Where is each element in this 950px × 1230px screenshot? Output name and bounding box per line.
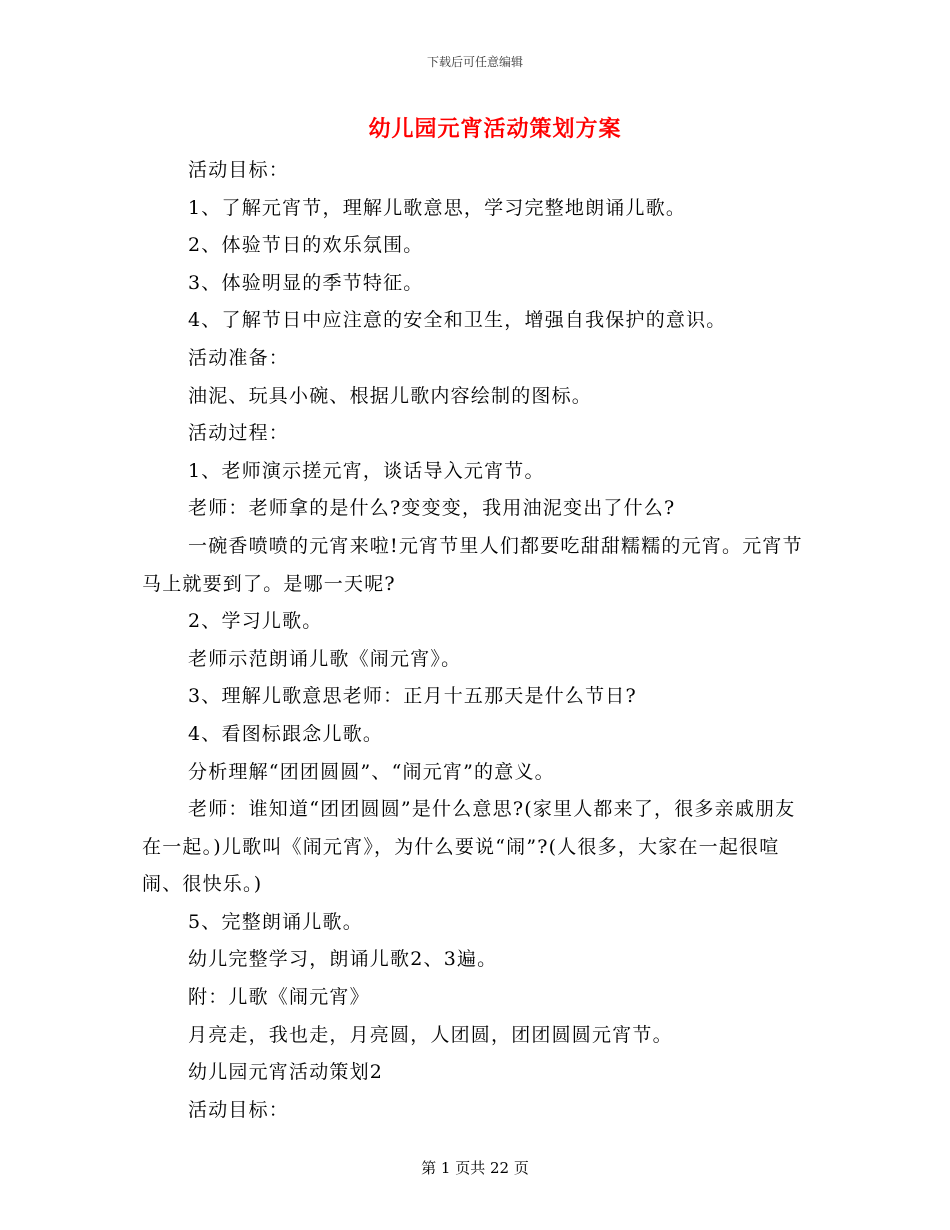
paragraph: 活动准备： bbox=[188, 346, 290, 369]
document-body bbox=[142, 152, 810, 1129]
header-note: 下载后可任意编辑 bbox=[426, 55, 523, 69]
paragraph: 月亮走，我也走，月亮圆，人团圆，团团圆圆元宵节。 bbox=[188, 1023, 673, 1046]
paragraph: 老师示范朗诵儿歌《闹元宵》。 bbox=[188, 647, 462, 670]
paragraph: 油泥、玩具小碗、根据儿歌内容绘制的图标。 bbox=[188, 384, 593, 407]
paragraph: 幼儿完整学习，朗诵儿歌2、3遍。 bbox=[188, 948, 498, 971]
paragraph: 1、了解元宵节，理解儿歌意思，学习完整地朗诵儿歌。 bbox=[188, 196, 687, 219]
paragraph: 活动过程： bbox=[188, 422, 290, 445]
paragraph: 幼儿园元宵活动策划2 bbox=[188, 1061, 384, 1084]
paragraph: 老师：谁知道“团团圆圆”是什么意思?(家里人都来了，很多亲戚朋友在一起。)儿歌叫《闹元宵》，为什么要说“闹”?(人很多，大家在一起很喧闹、很快乐。) bbox=[142, 798, 796, 896]
paragraph: 活动目标： bbox=[188, 1098, 290, 1121]
paragraph: 3、体验明显的季节特征。 bbox=[188, 271, 424, 294]
paragraph: 1、老师演示搓元宵，谈话导入元宵节。 bbox=[188, 459, 545, 482]
paragraph: 2、学习儿歌。 bbox=[188, 610, 323, 633]
paragraph: 5、完整朗诵儿歌。 bbox=[188, 910, 363, 933]
paragraph: 老师：老师拿的是什么?变变变，我用油泥变出了什么? bbox=[188, 497, 676, 520]
document-title: 幼儿园元宵活动策划方案 bbox=[368, 116, 622, 142]
paragraph: 活动目标： bbox=[188, 159, 290, 181]
paragraph: 分析理解“团团圆圆”、“闹元宵”的意义。 bbox=[188, 760, 555, 783]
paragraph: 4、了解节日中应注意的安全和卫生，增强自我保护的意识。 bbox=[188, 309, 727, 332]
paragraph: 4、看图标跟念儿歌。 bbox=[188, 722, 384, 745]
page-number: 第 1 页共 22 页 bbox=[421, 1159, 529, 1177]
paragraph: 3、理解儿歌意思老师：正月十五那天是什么节日? bbox=[188, 685, 637, 708]
paragraph: 一碗香喷喷的元宵来啦!元宵节里人们都要吃甜甜糯糯的元宵。元宵节马上就要到了。是哪一天呢? bbox=[142, 534, 803, 595]
paragraph: 2、体验节日的欢乐氛围。 bbox=[188, 234, 424, 257]
paragraph: 附：儿歌《闹元宵》 bbox=[188, 986, 370, 1009]
